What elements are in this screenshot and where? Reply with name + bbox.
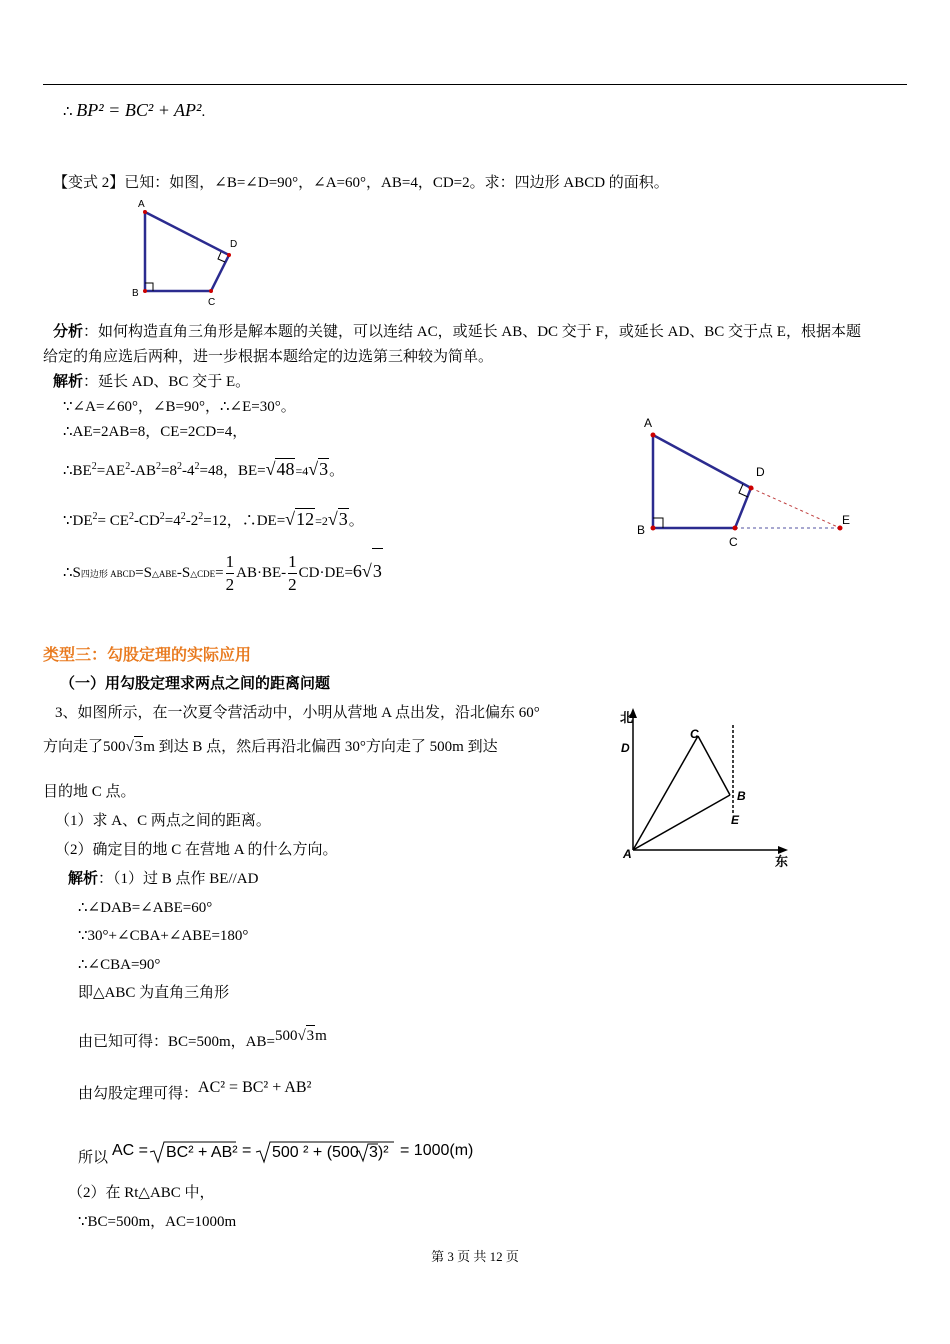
svg-text:3)²: 3)² <box>368 1144 389 1161</box>
fig2-label-d: D <box>756 465 765 479</box>
solution-step-4: $\because DE^2= CE^2-CD^2=4^2-2^2=12$，∴DE=√12=2√3。 <box>63 509 364 529</box>
problem3-q2: （2）确定目的地 C 在营地 A 的什么方向。 <box>55 842 338 858</box>
sqrt-12: √12 <box>285 509 315 529</box>
therefore-symbol: ∴ <box>63 104 73 120</box>
sol3-step-3: ∴∠CBA=90° <box>78 957 161 973</box>
svg-text:= 1000(m): = 1000(m) <box>399 1142 474 1159</box>
fig3-label-c: C <box>690 727 699 741</box>
sol3-step-6: 由勾股定理可得：AC² = BC² + AB² <box>78 1079 312 1102</box>
fig1-label-a: A <box>138 199 145 210</box>
solution-step-3: $\therefore BE^2=AE^2-AB^2=8^2-4^2=48$，BE=√48=4√3。 <box>63 459 345 479</box>
fig3-label-d: D <box>621 741 630 755</box>
pythagoras-formula: AC² = BC² + AB² <box>198 1079 312 1096</box>
dist-500sqrt3: 500√3m <box>103 736 155 757</box>
analysis-line-2 <box>43 347 493 367</box>
analysis-text-1: ：如何构造直角三角形是解本题的关键，可以连结 AC，或延长 AB、DC 交于 F，或延长 AD、BC 交于点 E，根据本题 <box>83 324 861 340</box>
fig1-label-b: B <box>132 288 139 299</box>
fig2-label-c: C <box>729 535 738 549</box>
ab-500sqrt3: 500√3m <box>275 1025 327 1046</box>
quadrilateral-figure-2 <box>630 410 870 550</box>
top-formula <box>63 100 205 122</box>
sqrt-48: √48 <box>265 459 295 479</box>
direction-figure <box>615 700 800 875</box>
variant2-line <box>53 173 669 193</box>
problem3-q1: （1）求 A、C 两点之间的距离。 <box>55 813 271 829</box>
sol3-step-9: ∵BC=500m，AC=1000m <box>78 1214 237 1230</box>
svg-text:AC =: AC = <box>111 1142 148 1159</box>
fig3-label-north: 北 <box>620 710 634 725</box>
ac-formula <box>112 1140 487 1168</box>
solution-intro <box>53 372 250 392</box>
sol3-step-4: 即△ABC 为直角三角形 <box>78 985 230 1001</box>
fig3-label-b: B <box>737 789 746 803</box>
solution-step-2: ∴AE=2AB=8，CE=2CD=4， <box>63 424 248 440</box>
problem3-line-2: 方向走了500√3m 到达 B 点，然后再沿北偏西 30°方向走了 500m 到达 <box>43 736 498 757</box>
sqrt-3b: √3 <box>327 509 348 529</box>
sol3-step-5: 由已知可得：BC=500m，AB=500√3m <box>78 1025 327 1052</box>
variant2-text: 已知：如图，∠B=∠D=90°，∠A=60°，AB=4，CD=2。求：四边形 ABCD 的面积。 <box>124 175 669 191</box>
quadrilateral-figure-1 <box>125 195 245 310</box>
fig2-label-a: A <box>644 416 653 430</box>
analysis-line-1 <box>53 322 861 342</box>
fig1-label-d: D <box>230 239 238 250</box>
fig2-label-b: B <box>637 523 646 537</box>
solution-step-1: ∵∠A=∠60°，∠B=90°，∴∠E=30°。 <box>63 399 296 415</box>
sol3-step-7: 所以 AC = BC² + AB² = 500 ² + (500 3)² = 1000(m) <box>78 1140 487 1168</box>
fig2-label-e: E <box>842 513 851 527</box>
type3-title: 类型三：勾股定理的实际应用 <box>43 647 252 664</box>
fraction-half-2: $\frac{1}{2}$ <box>288 552 297 595</box>
fig1-label-c: C <box>208 297 216 308</box>
svg-text:=: = <box>241 1142 252 1159</box>
sol3-label: 解析 <box>68 870 99 887</box>
sol3-step-1: ∴∠DAB=∠ABE=60° <box>78 900 213 916</box>
fig3-label-a: A <box>623 847 632 861</box>
header-rule <box>43 84 907 85</box>
problem3-line-1: 3、如图所示，在一次夏令营活动中，小明从营地 A 点出发，沿北偏东 60° <box>55 705 540 721</box>
formula-bp: BP² = BC² + AP² <box>76 100 202 120</box>
fig3-label-e: E <box>731 813 740 827</box>
subsection-title: （一）用勾股定理求两点之间的距离问题 <box>60 675 331 692</box>
solution-intro-text: ：延长 AD、BC 交于 E。 <box>83 374 251 390</box>
analysis-label: 分析 <box>53 323 84 340</box>
page-footer: 第 3 页 共 12 页 <box>431 1249 519 1264</box>
variant2-label: 【变式 2】 <box>53 175 125 191</box>
sol3-intro <box>68 869 258 889</box>
sol3-step-2: ∵30°+∠CBA+∠ABE=180° <box>78 928 249 944</box>
svg-text:BC² + AB²: BC² + AB² <box>165 1144 238 1161</box>
analysis-text-2: 给定的角应选后两种，进一步根据本题给定的边选第三种较为简单。 <box>43 349 494 365</box>
svg-text:500 ² + (500: 500 ² + (500 <box>271 1144 359 1161</box>
solution-label: 解析 <box>53 373 84 390</box>
formula-end: . <box>201 104 206 120</box>
problem3-line-3: 目的地 C 点。 <box>43 784 136 800</box>
sol3-step-8: （2）在 Rt△ABC 中， <box>68 1185 215 1201</box>
sol3-intro-text: ：（1）过 B 点作 BE//AD <box>98 871 259 887</box>
fig3-label-east: 东 <box>775 854 789 869</box>
fraction-half-1: $\frac{1}{2}$ <box>225 552 235 595</box>
solution-step-5: ∴S四边形 ABCD=S△ABE-S△CDE= $\frac{1}{2}$ AB·BE- $\frac{1}{2}$ CD·DE=6√3 <box>63 548 383 596</box>
sqrt-3: √3 <box>308 459 329 479</box>
result-6sqrt3: 6√3 <box>353 548 383 593</box>
